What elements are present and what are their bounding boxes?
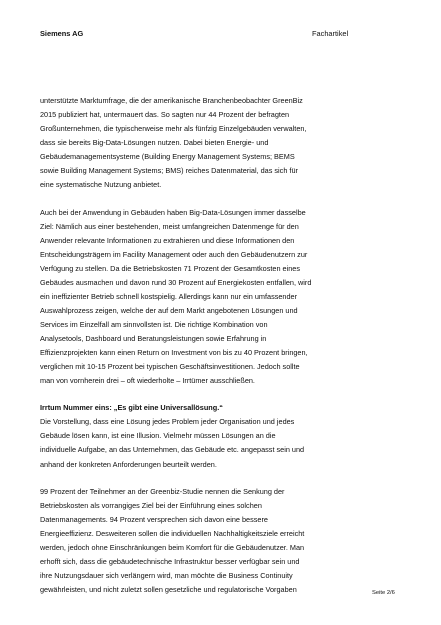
text-line: eine systematische Nutzung anbietet. bbox=[40, 180, 162, 190]
text-line: ein ineffizienter Betrieb schnell kostspielig. Allerdings kann nur ein umfassender bbox=[40, 291, 298, 301]
text-line: Betriebskosten als vorrangiges Ziel bei der Einführung eines solchen bbox=[40, 500, 262, 510]
document-type: Fachartikel bbox=[312, 29, 349, 38]
text-line: gewährleisten, und nicht zuletzt sollen gesetzliche und regulatorische Vorgaben bbox=[40, 585, 297, 595]
text-line: Analysetools, Dashboard und Beratungsleistungen sowie Erfahrung in bbox=[40, 333, 267, 343]
article-body bbox=[40, 94, 415, 597]
text-line: Gebäudes ausmachen und davon rund 30 Prozent auf Energiekosten entfallen, wird bbox=[40, 277, 312, 287]
text-line: 2015 publiziert hat, untermauert das. So sagten nur 44 Prozent der befragten bbox=[40, 110, 290, 120]
text-line: Entscheidungsträgern im Facility Management oder auch den Gebäudenutzern zur bbox=[40, 249, 308, 259]
text-line: Services im Einzelfall am sinnvollsten ist. Die richtige Kombination von bbox=[40, 319, 268, 329]
paragraph-gap bbox=[40, 192, 415, 205]
text-line: anhand der konkreten Anforderungen beurteilt werden. bbox=[40, 459, 217, 469]
text-line: unterstützte Marktumfrage, die der amerikanische Branchenbeobachter GreenBiz bbox=[40, 96, 303, 105]
text-line: dass sie bereits Big-Data-Lösungen nutzen. Dabei bieten Energie- und bbox=[40, 138, 269, 148]
text-line: verglichen mit 10-15 Prozent bei typischen Geschäftsinvestitionen. Jedoch sollte bbox=[40, 362, 300, 372]
text-line: Großunternehmen, die typischerweise mehr als fünfzig Einzelgebäuden verwalten, bbox=[40, 124, 307, 134]
text-line: Die Vorstellung, dass eine Lösung jedes Problem jeder Organisation und jedes bbox=[40, 417, 295, 427]
paragraph-1 bbox=[40, 94, 415, 192]
paragraph-4 bbox=[40, 485, 415, 597]
company-name: Siemens AG bbox=[40, 29, 84, 38]
text-line: ihre Nutzungsdauer sich verlängern wird, man möchte die Business Continuity bbox=[40, 571, 293, 581]
paragraph-2 bbox=[40, 206, 415, 389]
text-line: Gebäudemanagementsysteme (Building Energy Management Systems; BEMS bbox=[40, 152, 295, 162]
text-line: 99 Prozent der Teilnehmer an der Greenbiz-Studie nennen die Senkung der bbox=[40, 486, 285, 496]
text-line: Gebäude lösen kann, ist eine Illusion. Vielmehr müssen Lösungen an die bbox=[40, 431, 276, 441]
paragraph-gap bbox=[40, 388, 415, 401]
text-line: Datenmanagements. 94 Prozent versprechen sich davon eine bessere bbox=[40, 514, 268, 524]
text-line: Energieeffizienz. Desweiteren sollen die individuellen Nachhaltigkeitsziele erreicht bbox=[40, 528, 305, 538]
text-line: Auswahlprozess zeigen, welche der auf dem Markt angebotenen Lösungen und bbox=[40, 305, 298, 315]
paragraph-gap bbox=[40, 472, 415, 485]
text-line: erhofft sich, dass die gebäudetechnische Infrastruktur besser verfügbar sein und bbox=[40, 556, 300, 566]
text-line: man von vornherein drei – oft wiederholte – Irrtümer ausschließen. bbox=[40, 376, 255, 386]
text-line: Anwender relevante Informationen zu extrahieren und diese Informationen den bbox=[40, 235, 295, 245]
text-line: werden, jedoch ohne Einschränkungen beim Komfort für die Gebäudenutzer. Man bbox=[40, 542, 305, 552]
text-line: sowie Building Management Systems; BMS) reiches Datenmaterial, das sich für bbox=[40, 166, 298, 176]
text-line: individuelle Aufgabe, an das Unternehmen, das Gebäude etc. angepasst sein und bbox=[40, 445, 305, 455]
page-header bbox=[40, 29, 402, 41]
text-line: Verfügung zu stellen. Da die Betriebskosten 71 Prozent der Gesamtkosten eines bbox=[40, 263, 301, 273]
paragraph-3 bbox=[40, 401, 415, 471]
section-heading: Irrtum Nummer eins: „Es gibt eine Universallösung.“ bbox=[40, 403, 223, 413]
text-line: Auch bei der Anwendung in Gebäuden haben Big-Data-Lösungen immer dasselbe bbox=[40, 207, 306, 217]
text-line: Ziel: Nämlich aus einer bestehenden, meist umfangreichen Datenmenge für den bbox=[40, 221, 299, 231]
page-number: Seite 2/6 bbox=[372, 590, 395, 596]
text-line: Effizienzprojekten kann einen Return on Investment von bis zu 40 Prozent bringen, bbox=[40, 347, 308, 357]
